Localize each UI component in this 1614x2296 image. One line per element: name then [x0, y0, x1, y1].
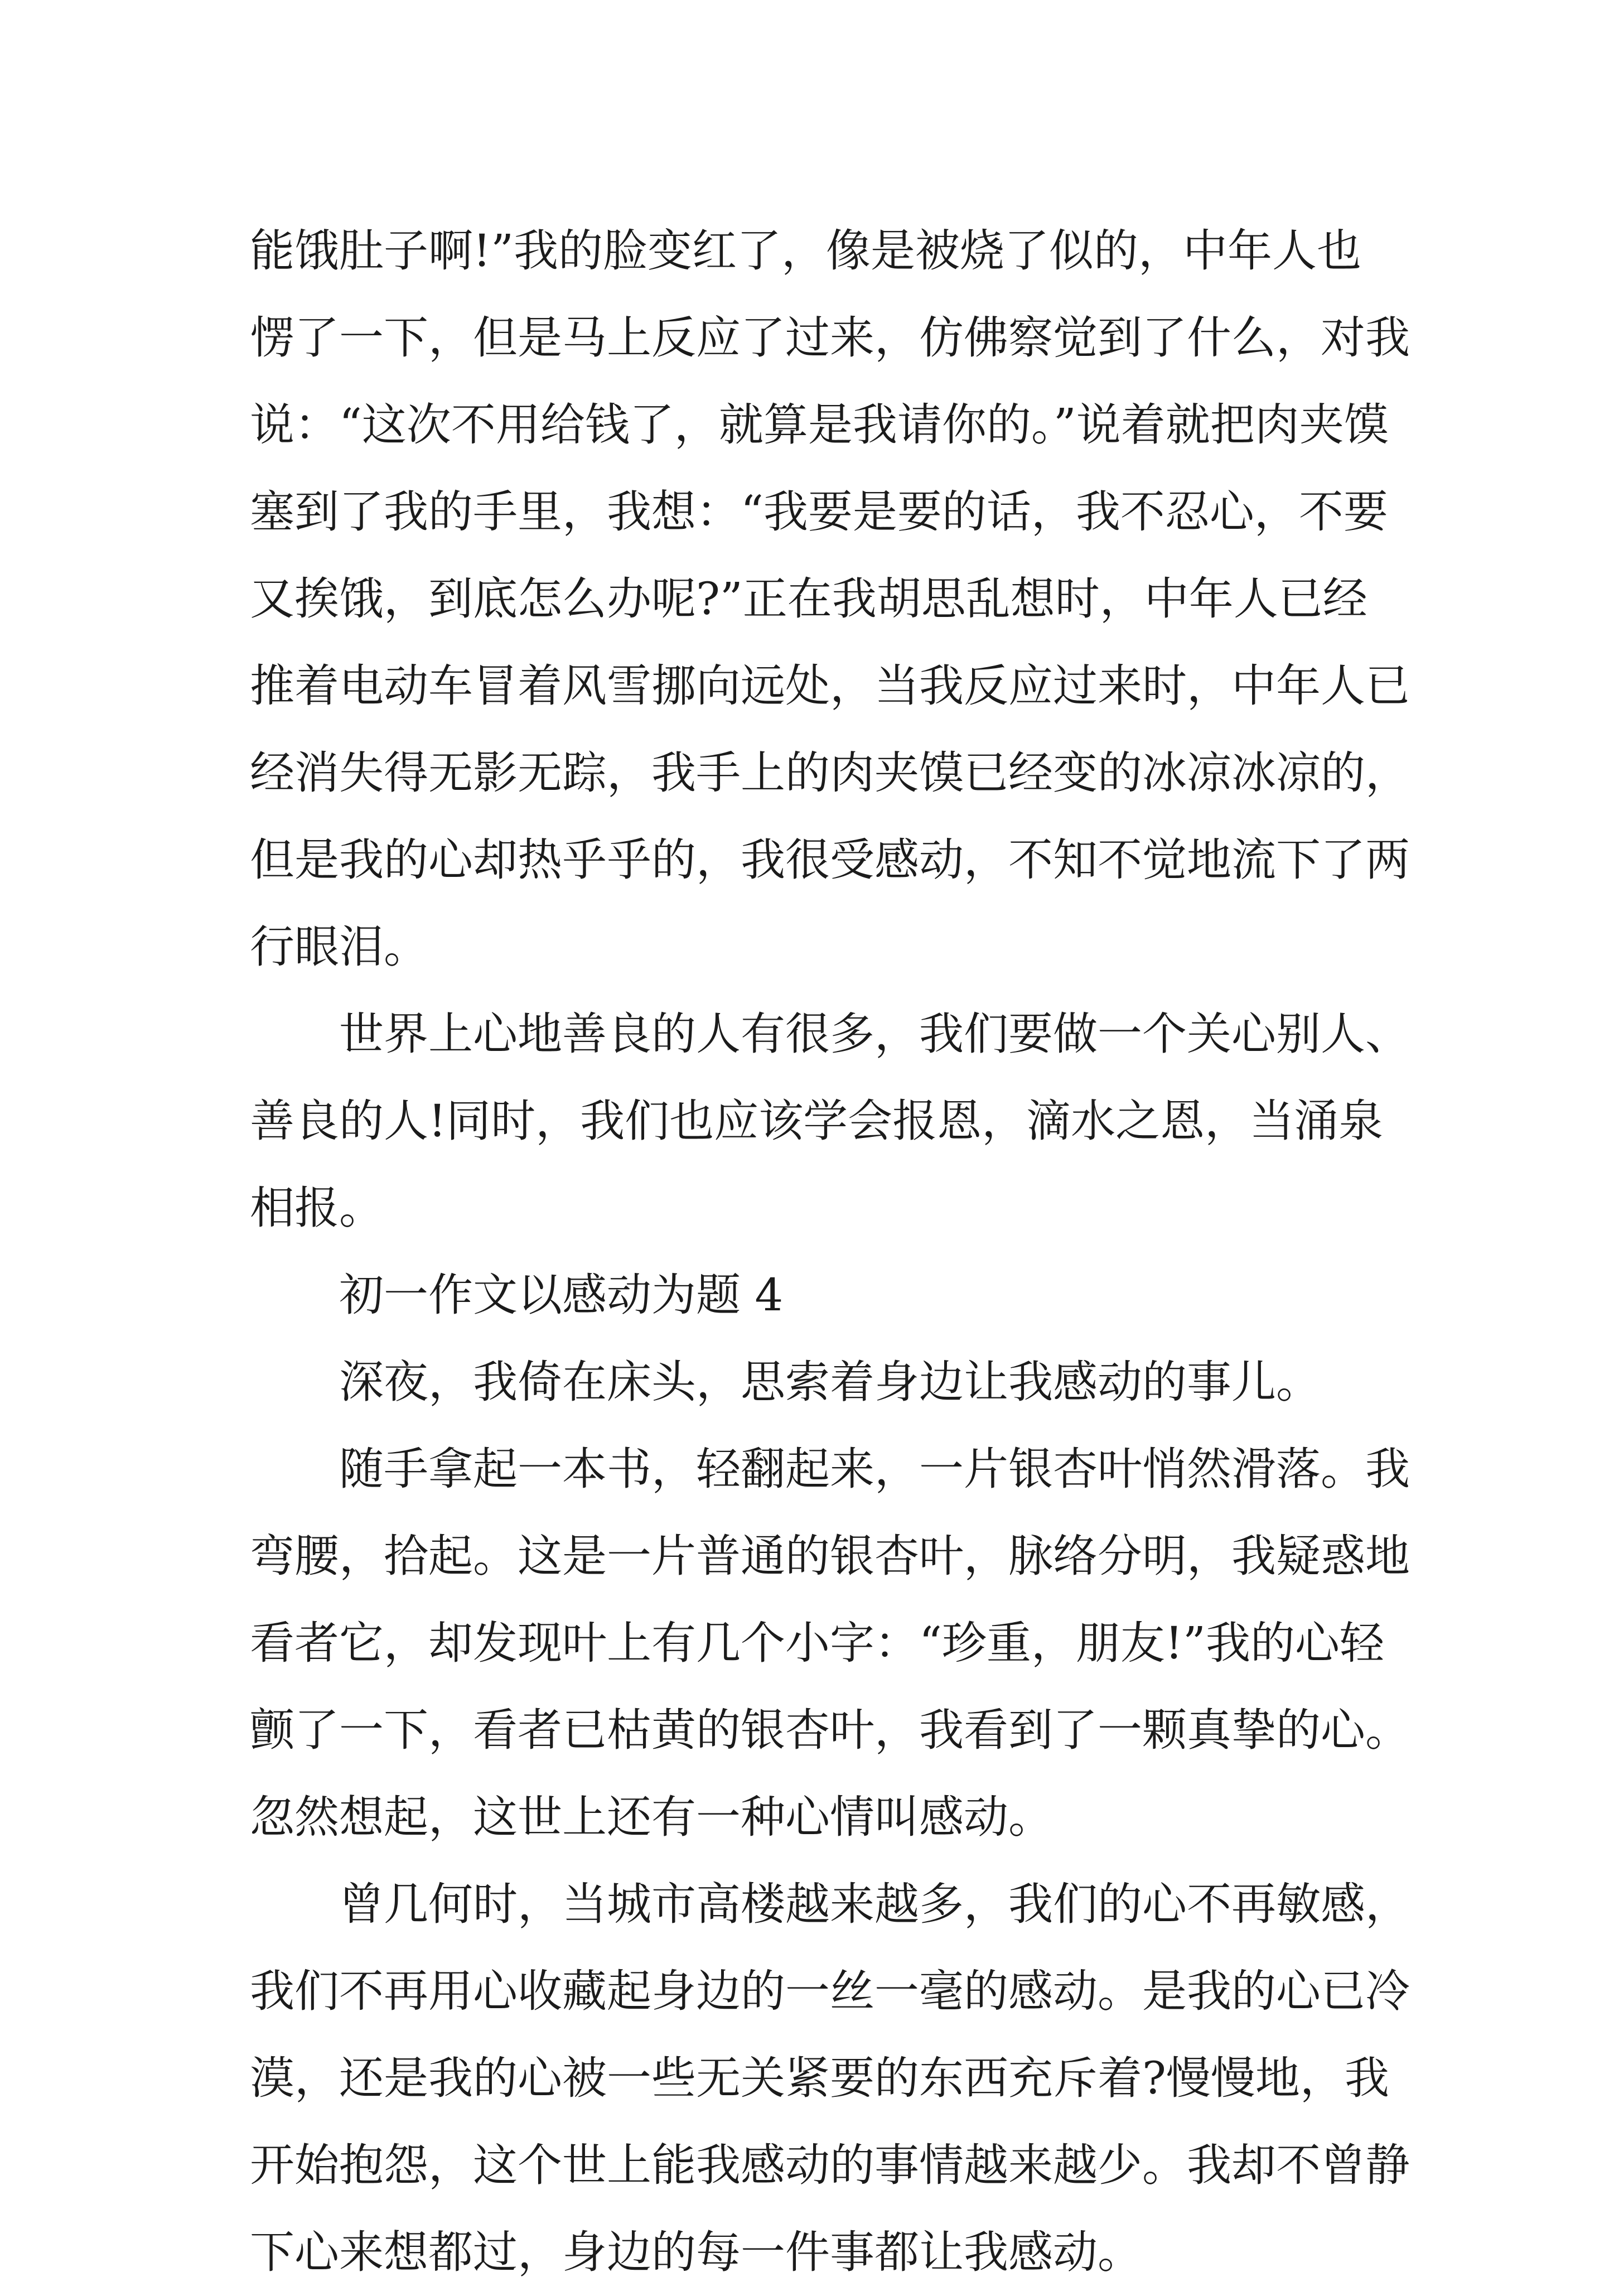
text-line: 推着电动车冒着风雪挪向远处，当我反应过来时，中年人已	[250, 660, 1410, 712]
text-line: 下心来想都过，身边的每一件事都让我感动。	[250, 2226, 1142, 2278]
paragraph-start-line: 曾几何时，当城市高楼越来越多，我们的心不再敏感，	[339, 1878, 1410, 1930]
text-line: 但是我的心却热乎乎的，我很受感动，不知不觉地流下了两	[250, 834, 1410, 886]
text-line: 相报。	[250, 1182, 384, 1234]
text-line: 看者它，却发现叶上有几个小字：“珍重，朋友!”我的心轻	[250, 1617, 1384, 1669]
text-line: 我们不再用心收藏起身边的一丝一毫的感动。是我的心已冷	[250, 1965, 1410, 2017]
text-line: 颤了一下，看者已枯黄的银杏叶，我看到了一颗真挚的心。	[250, 1704, 1410, 1756]
text-line: 经消失得无影无踪，我手上的肉夹馍已经变的冰凉冰凉的，	[250, 747, 1410, 799]
text-line: 说：“这次不用给钱了，就算是我请你的。”说着就把肉夹馍	[250, 399, 1389, 451]
text-line: 又挨饿，到底怎么办呢?”正在我胡思乱想时，中年人已经	[250, 573, 1367, 625]
text-line: 弯腰，拾起。这是一片普通的银杏叶，脉络分明，我疑惑地	[250, 1530, 1410, 1582]
paragraph-start-line: 世界上心地善良的人有很多，我们要做一个关心别人、	[339, 1008, 1410, 1060]
section-heading: 初一作文以感动为题 4	[339, 1269, 784, 1321]
text-line: 行眼泪。	[250, 921, 428, 973]
paragraph-start-line: 深夜，我倚在床头，思索着身边让我感动的事儿。	[339, 1356, 1321, 1408]
text-line: 漠，还是我的心被一些无关紧要的东西充斥着?慢慢地，我	[250, 2052, 1389, 2104]
text-line: 善良的人!同时，我们也应该学会报恩，滴水之恩，当涌泉	[250, 1095, 1384, 1147]
text-line: 忽然想起，这世上还有一种心情叫感动。	[250, 1791, 1053, 1843]
text-line: 愣了一下，但是马上反应了过来，仿佛察觉到了什么，对我	[250, 312, 1410, 364]
paragraph-start-line: 随手拿起一本书，轻翻起来，一片银杏叶悄然滑落。我	[339, 1443, 1410, 1495]
document-body	[250, 208, 1410, 2296]
text-line: 塞到了我的手里，我想：“我要是要的话，我不忍心，不要	[250, 486, 1388, 538]
text-line: 开始抱怨，这个世上能我感动的事情越来越少。我却不曾静	[250, 2139, 1410, 2191]
text-line: 能饿肚子啊!”我的脸变红了，像是被烧了似的，中年人也	[250, 225, 1362, 277]
